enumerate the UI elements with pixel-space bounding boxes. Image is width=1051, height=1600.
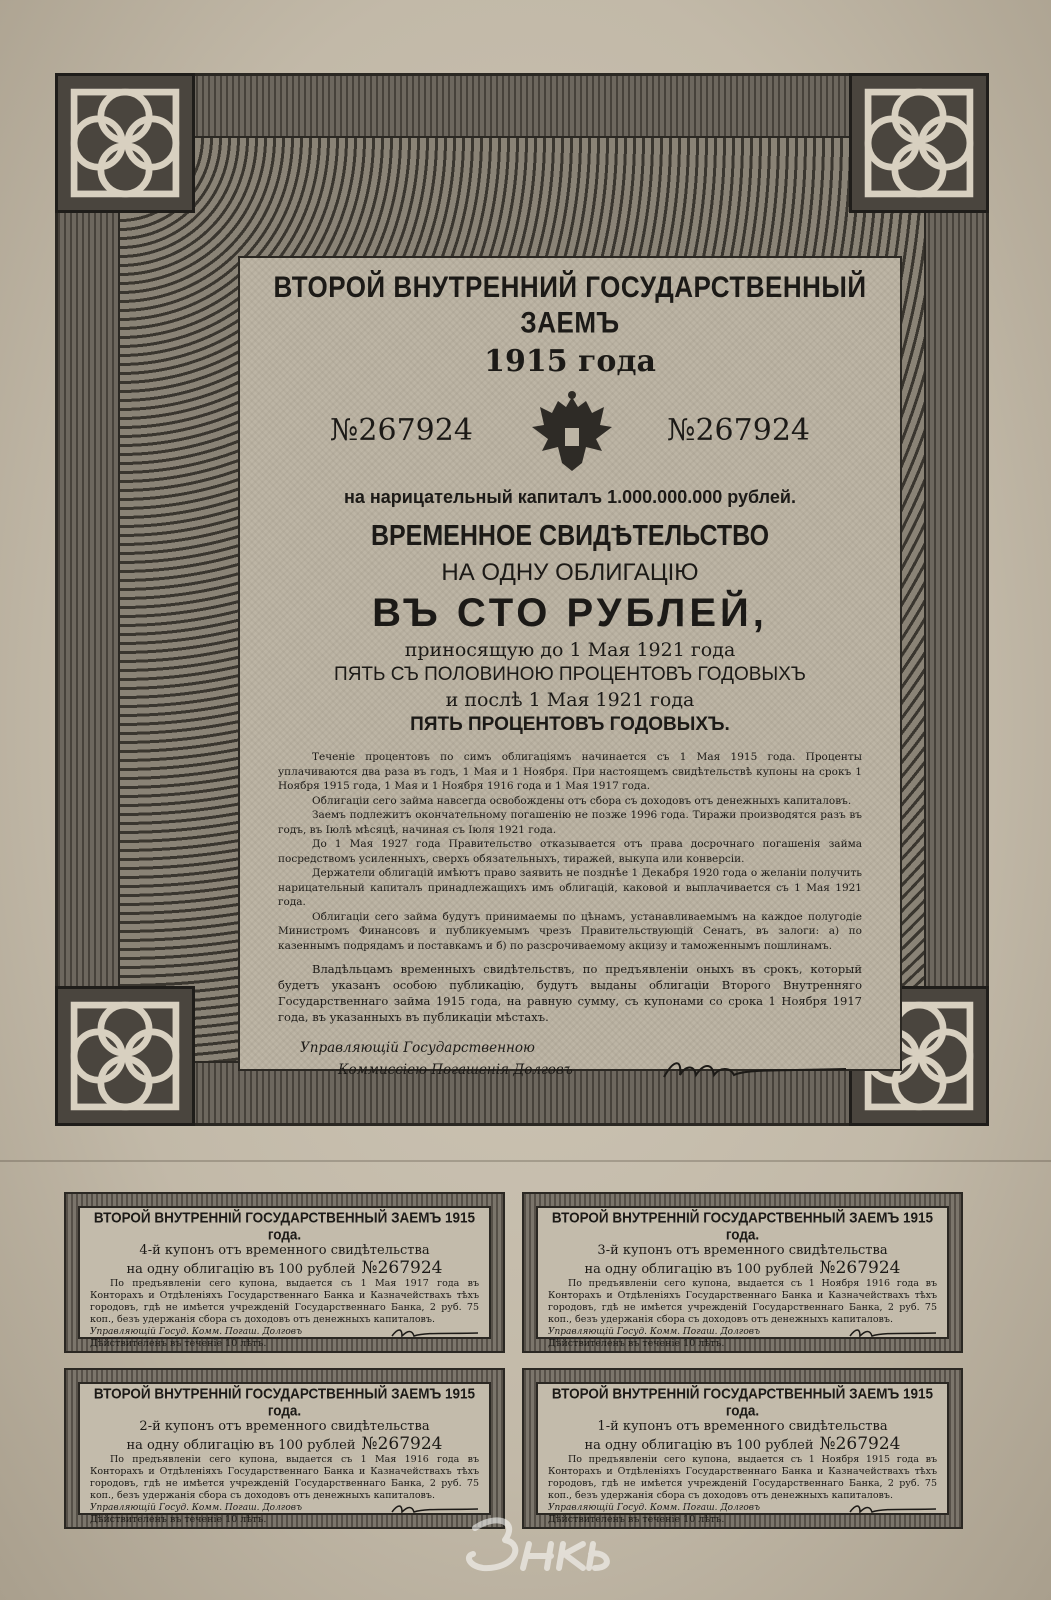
coupon-title: ВТОРОЙ ВНУТРЕННІЙ ГОСУДАРСТВЕННЫЙ ЗАЕМЪ 1915 года. <box>551 1209 934 1243</box>
coupon-validity: Дѣйствителенъ въ теченіе 10 лѣтъ. <box>548 1514 725 1525</box>
signature-icon <box>390 1326 480 1340</box>
coupon-body <box>90 1454 479 1502</box>
coupon-signatory: Управляющій Госуд. Комм. Погаш. Долговъ <box>548 1503 761 1513</box>
serial-number-row <box>240 391 900 477</box>
coupon-signatory: Управляющій Госуд. Комм. Погаш. Долговъ <box>548 1327 761 1337</box>
coupon-text-panel <box>78 1382 491 1525</box>
coupon-bond-text: на одну облигацію въ 100 рублей <box>584 1438 814 1453</box>
coupon-title: ВТОРОЙ ВНУТРЕННІЙ ГОСУДАРСТВЕННЫЙ ЗАЕМЪ 1915 года. <box>93 1385 476 1419</box>
coupon-title: ВТОРОЙ ВНУТРЕННІЙ ГОСУДАРСТВЕННЫЙ ЗАЕМЪ 1915 года. <box>551 1385 934 1419</box>
celtic-knot-icon <box>55 73 195 213</box>
fold-crease <box>0 1160 1051 1162</box>
coupon-body <box>90 1278 479 1326</box>
coupon-bond-line <box>548 1258 937 1278</box>
signatory-line-1: Управляющій Государственною <box>300 1040 535 1056</box>
exchange-notice <box>278 961 862 1025</box>
coupon-signatory: Управляющій Госуд. Комм. Погаш. Долговъ <box>90 1327 303 1337</box>
rate-line-1: приносящую до 1 Мая 1921 года <box>404 639 736 661</box>
denomination-heading: ВЪ СТО РУБЛЕЙ, <box>372 591 768 635</box>
terms-text <box>278 750 862 953</box>
coupon-validity: Дѣйствителенъ въ теченіе 10 лѣтъ. <box>90 1338 267 1349</box>
signatory-line-2: Коммиссіею Погашенія Долговъ <box>338 1062 573 1078</box>
coupon-bond-text: на одну облигацію въ 100 рублей <box>126 1262 356 1277</box>
celtic-knot-icon <box>849 73 989 213</box>
coupon-bond-text: на одну облигацію въ 100 рублей <box>584 1262 814 1277</box>
coupon-subtitle: 2-й купонъ отъ временного свидѣтельства <box>139 1419 430 1434</box>
notice-paragraph: Владѣльцамъ временныхъ свидѣтельствъ, по предъявленіи оныхъ въ срокъ, который будетъ указанъ особою публикацію, будутъ выданы облигаціи Второго Внутренняго Государственнаго займа 1915 года, на равную сумму, съ купонами со срока 1 Ноября 1917 года, въ указанныхъ въ публикаціи мѣстахъ. <box>278 962 862 1024</box>
serial-number-left: №267924 <box>330 413 473 448</box>
serial-number-right: №267924 <box>667 413 810 448</box>
coupon-validity: Дѣйствителенъ въ теченіе 10 лѣтъ. <box>548 1338 725 1349</box>
coupon-number: №267924 <box>361 1258 443 1278</box>
terms-paragraph: Держатели облигацій имѣютъ право заявить не позднѣе 1 Декабря 1920 года о желаніи получить нарицательный капиталъ принадлежащихъ имъ облигацій, каковой и выплачивается съ 1 Мая 1921 года. <box>278 867 862 908</box>
coupon-body <box>548 1278 937 1326</box>
loan-title: ВТОРОЙ ВНУТРЕННИЙ ГОСУДАРСТВЕННЫЙ ЗАЕМЪ <box>273 269 867 340</box>
coupon-body <box>548 1454 937 1502</box>
coupon-number: №267924 <box>361 1434 443 1454</box>
one-bond-heading: НА ОДНУ ОБЛИГАЦІЮ <box>441 559 699 586</box>
coupon-3 <box>522 1192 963 1353</box>
coupon-body-text: По предъявленіи сего купона, выдается съ 1 Мая 1916 года въ Конторахъ и Отдѣленіяхъ Государственнаго Банка и Казначействахъ тѣхъ городовъ, гдѣ не имѣется учрежденій Государственнаго Банка, 2 руб. 75 коп., безъ удержанія сбора съ доходовъ отъ денежныхъ капиталовъ. <box>90 1454 479 1501</box>
watermark-logo <box>455 1510 620 1585</box>
rate-line-4: ПЯТЬ ПРОЦЕНТОВЪ ГОДОВЫХЪ. <box>410 714 730 735</box>
terms-paragraph: Облигаціи сего займа навсегда освобождены отъ сбора съ доходовъ отъ денежныхъ капиталовъ. <box>312 794 852 807</box>
coupon-footer <box>548 1326 937 1338</box>
coupon-subtitle: 1-й купонъ отъ временного свидѣтельства <box>597 1419 888 1434</box>
coupon-bond-line <box>548 1434 937 1454</box>
coupon-subtitle: 3-й купонъ отъ временного свидѣтельства <box>597 1243 888 1258</box>
terms-paragraph: До 1 Мая 1927 года Правительство отказывается отъ права досрочнаго погашенія займа посредствомъ усиленныхъ, сверхъ обязательныхъ, тиражей, выкупа или конверсіи. <box>278 838 862 865</box>
coupon-body-text: По предъявленіи сего купона, выдается съ 1 Ноября 1916 года въ Конторахъ и Отдѣленіяхъ Государственнаго Банка и Казначействахъ тѣхъ городовъ, гдѣ не имѣется учрежденій Государственнаго Банка, 2 руб. 75 коп., безъ удержанія сбора съ доходовъ отъ денежныхъ капиталовъ. <box>548 1278 937 1325</box>
coupon-1 <box>522 1368 963 1529</box>
coupon-subtitle: 4-й купонъ отъ временного свидѣтельства <box>139 1243 430 1258</box>
signature-icon <box>848 1326 938 1340</box>
terms-paragraph: Заемъ подлежитъ окончательному погашенію не позже 1996 года. Тиражи производятся разъ въ годъ, въ Іюлѣ мѣсяцѣ, начиная съ Іюля 1921 года. <box>278 809 862 836</box>
loan-year: 1915 года <box>484 344 656 379</box>
certificate-text-panel <box>238 256 902 1078</box>
signature-icon <box>660 1055 850 1085</box>
coupon-signatory: Управляющій Госуд. Комм. Погаш. Долговъ <box>90 1503 303 1513</box>
certificate-frame <box>55 73 989 1126</box>
coupon-body-text: По предъявленіи сего купона, выдается съ 1 Ноября 1915 года въ Конторахъ и Отдѣленіяхъ Государственнаго Банка и Казначействахъ тѣхъ городовъ, гдѣ не имѣется учрежденій Государственнаго Банка, 2 руб. 75 коп., безъ удержанія сбора съ доходовъ отъ денежныхъ капиталовъ. <box>548 1454 937 1501</box>
nominal-capital: на нарицательный капиталъ 1.000.000.000 рублей. <box>344 487 796 507</box>
celtic-knot-icon <box>55 986 195 1126</box>
coupon-text-panel <box>536 1206 949 1349</box>
coupon-footer <box>90 1326 479 1338</box>
coupon-validity: Дѣйствителенъ въ теченіе 10 лѣтъ. <box>90 1514 267 1525</box>
rate-line-3: и послѣ 1 Мая 1921 года <box>445 689 695 711</box>
coupon-bond-line <box>90 1258 479 1278</box>
coupon-number: №267924 <box>819 1434 901 1454</box>
signature-icon <box>848 1502 938 1516</box>
coupon-footer <box>90 1502 479 1514</box>
terms-paragraph: Теченіе процентовъ по симъ облигаціямъ начинается съ 1 Мая 1915 года. Проценты уплачиваются два раза въ годъ, 1 Мая и 1 Ноября. При настоящемъ свидѣтельствѣ купоны на срокъ 1 Ноября 1915 года, 1 Мая и 1 Ноября 1916 года и 1 Мая 1917 года. <box>278 751 862 792</box>
coupon-body-text: По предъявленіи сего купона, выдается съ 1 Мая 1917 года въ Конторахъ и Отдѣленіяхъ Государственнаго Банка и Казначействахъ тѣхъ городовъ, гдѣ не имѣется учрежденій Государственнаго Банка, 2 руб. 75 коп., безъ удержанія сбора съ доходовъ отъ денежныхъ капиталовъ. <box>90 1278 479 1325</box>
double-headed-eagle-icon <box>522 391 622 477</box>
coupon-text-panel <box>536 1382 949 1525</box>
coupon-4 <box>64 1192 505 1353</box>
coupon-bond-text: на одну облигацію въ 100 рублей <box>126 1438 356 1453</box>
coupon-text-panel <box>78 1206 491 1349</box>
rate-line-2: ПЯТЬ СЪ ПОЛОВИНОЮ ПРОЦЕНТОВЪ ГОДОВЫХЪ <box>334 664 806 685</box>
coupon-number: №267924 <box>819 1258 901 1278</box>
terms-paragraph: Облигаціи сего займа будутъ принимаемы по цѣнамъ, устанавливаемымъ на каждое полугодіе Министромъ Финансовъ и публикуемымъ чрезъ Правительствующій Сенатъ, въ залоги: а) по казеннымъ подрядамъ и поставкамъ и б) по разсрочиваемому акцизу и таможеннымъ пошлинамъ. <box>278 910 862 952</box>
signature-block <box>300 1037 900 1081</box>
coupon-bond-line <box>90 1434 479 1454</box>
coupon-2 <box>64 1368 505 1529</box>
temporary-certificate-heading: ВРЕМЕННОЕ СВИДѢТЕЛЬСТВО <box>370 519 770 553</box>
coupon-title: ВТОРОЙ ВНУТРЕННІЙ ГОСУДАРСТВЕННЫЙ ЗАЕМЪ 1915 года. <box>93 1209 476 1243</box>
